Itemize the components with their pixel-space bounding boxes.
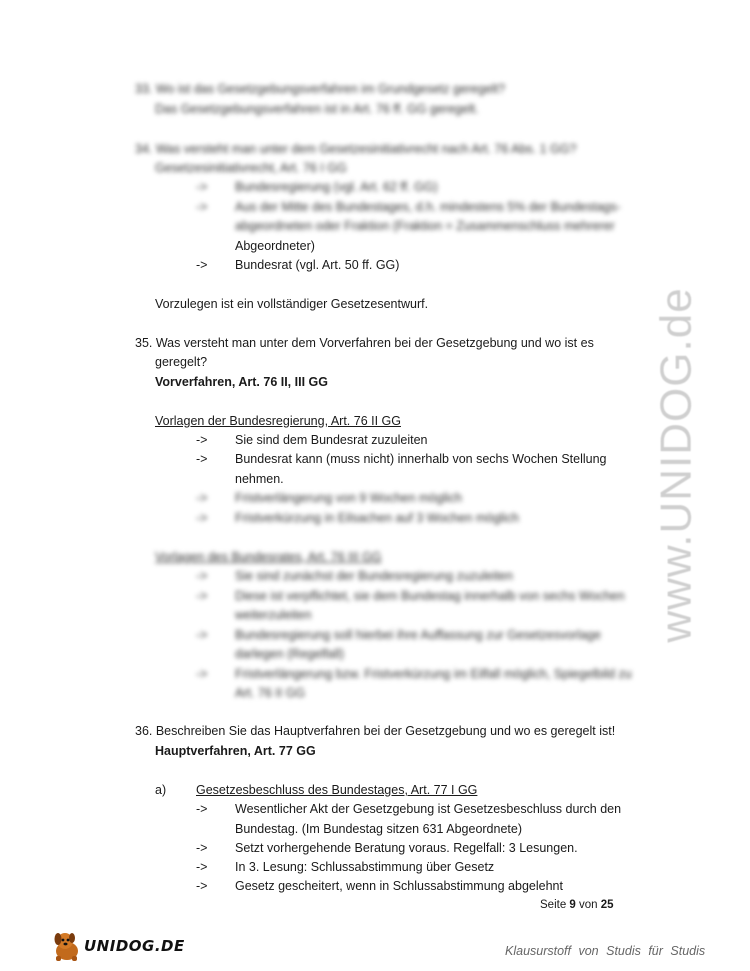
list-item-continued: Abgeordneter)	[235, 239, 315, 253]
answer-35-heading: Vorverfahren, Art. 76 II, III GG	[155, 375, 328, 389]
question-35-continued: geregelt?	[155, 355, 208, 369]
list-item-continued: Bundestag. (Im Bundestag sitzen 631 Abgeordnete)	[235, 822, 522, 836]
list-item: Sie sind zunächst der Bundesregierung zuzuleiten	[235, 569, 513, 583]
list-item: In 3. Lesung: Schlussabstimmung über Gesetz	[235, 860, 495, 874]
paragraph: Vorzulegen ist ein vollständiger Gesetzesentwurf.	[155, 297, 429, 311]
list-item: Bundesregierung (vgl. Art. 62 ff. GG)	[235, 180, 438, 194]
unidog-logo: UNIDOG.DE	[50, 929, 180, 965]
section-heading: Vorlagen des Bundesrates, Art. 76 III GG	[155, 550, 382, 564]
bullet-arrow: ->	[196, 433, 208, 447]
bullet-arrow: ->	[196, 841, 208, 855]
subsection-label: a)	[155, 783, 167, 797]
answer-36-heading: Hauptverfahren, Art. 77 GG	[155, 744, 316, 758]
list-item-continued: weiterzuleiten	[235, 608, 312, 622]
bullet-arrow: ->	[196, 860, 208, 874]
question-34: 34. Was versteht man unter dem Gesetzesinitiativrecht nach Art. 76 Abs. 1 GG?	[135, 142, 577, 156]
question-36: 36. Beschreiben Sie das Hauptverfahren bei der Gesetzgebung und wo es geregelt ist!	[135, 724, 616, 738]
bullet-arrow: ->	[196, 180, 208, 194]
list-item-continued: abgeordneten oder Fraktion (Fraktion = Zusammenschluss mehrerer	[235, 219, 615, 233]
bullet-arrow: ->	[196, 511, 208, 525]
subsection-heading: Gesetzesbeschluss des Bundestages, Art. 77 I GG	[196, 783, 478, 797]
bullet-arrow: ->	[196, 491, 208, 505]
list-item: Bundesrat kann (muss nicht) innerhalb von sechs Wochen Stellung	[235, 452, 607, 466]
list-item: Bundesrat (vgl. Art. 50 ff. GG)	[235, 258, 400, 272]
watermark: www.UNIDOG.de	[652, 287, 702, 643]
bullet-arrow: ->	[196, 200, 208, 214]
bullet-arrow: ->	[196, 802, 208, 816]
list-item: Wesentlicher Akt der Gesetzgebung ist Gesetzesbeschluss durch den	[235, 802, 622, 816]
list-item-continued: nehmen.	[235, 472, 284, 486]
list-item: Bundesregierung soll hierbei ihre Auffassung zur Gesetzesvorlage	[235, 628, 601, 642]
list-item: Fristverlängerung von 9 Wochen möglich	[235, 491, 462, 505]
bullet-arrow: ->	[196, 667, 208, 681]
list-item: Diese ist verpflichtet, sie dem Bundestag innerhalb von sechs Wochen	[235, 589, 625, 603]
bullet-arrow: ->	[196, 628, 208, 642]
bullet-arrow: ->	[196, 452, 208, 466]
list-item: Fristverkürzung in Eilsachen auf 3 Wochen möglich	[235, 511, 519, 525]
answer-34-heading: Gesetzesinitiativrecht, Art. 76 I GG	[155, 161, 347, 175]
page-number: Seite 9 von 25	[540, 899, 614, 911]
list-item: Aus der Mitte des Bundestages, d.h. mindestens 5% der Bundestags-	[235, 200, 621, 214]
question-33: 33. Wo ist das Gesetzgebungsverfahren im Grundgesetz geregelt?	[135, 82, 506, 96]
section-heading: Vorlagen der Bundesregierung, Art. 76 II GG	[155, 414, 401, 428]
answer-33: Das Gesetzgebungsverfahren ist in Art. 76 ff. GG geregelt.	[155, 102, 479, 116]
list-item: Sie sind dem Bundesrat zuzuleiten	[235, 433, 428, 447]
list-item: Setzt vorhergehende Beratung voraus. Regelfall: 3 Lesungen.	[235, 841, 578, 855]
list-item-continued: darlegen (Regelfall)	[235, 647, 345, 661]
bullet-arrow: ->	[196, 589, 208, 603]
list-item: Fristverlängerung bzw. Fristverkürzung im Eilfall möglich, Spiegelbild zu	[235, 667, 632, 681]
question-35: 35. Was versteht man unter dem Vorverfahren bei der Gesetzgebung und wo ist es	[135, 336, 594, 350]
footer-tagline: Klausurstoff von Studis für Studis	[505, 944, 706, 958]
bullet-arrow: ->	[196, 879, 208, 893]
bullet-arrow: ->	[196, 569, 208, 583]
bullet-arrow: ->	[196, 258, 208, 272]
dog-icon	[50, 929, 84, 963]
list-item: Gesetz gescheitert, wenn in Schlussabstimmung abgelehnt	[235, 879, 563, 893]
list-item-continued: Art. 76 II GG	[235, 686, 306, 700]
